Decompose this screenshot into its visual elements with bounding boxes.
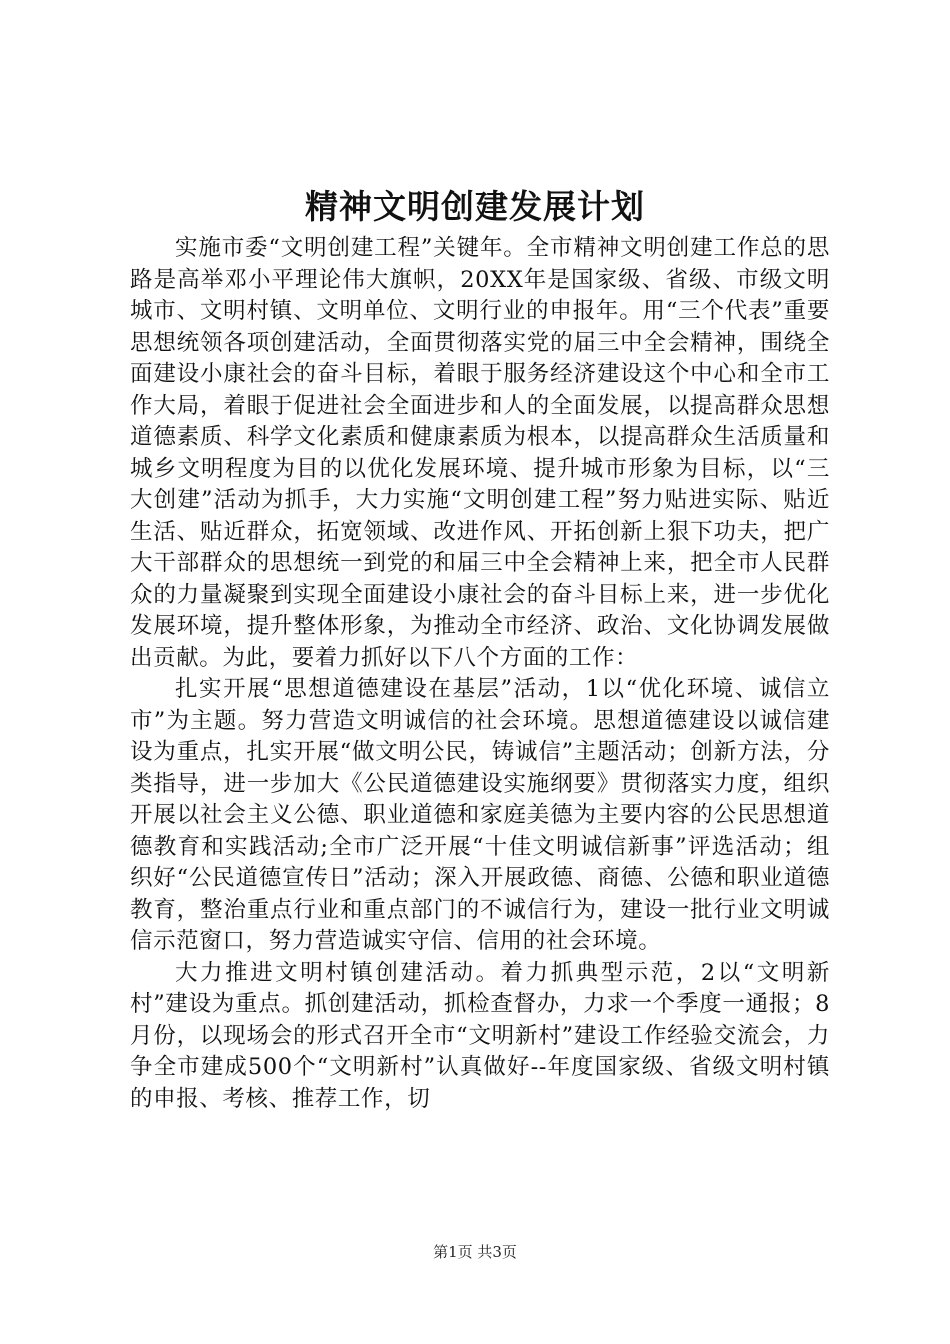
- document-title: 精神文明创建发展计划: [305, 187, 645, 226]
- document-body: [130, 233, 830, 1115]
- paragraph-3: 大力推进文明村镇创建活动。着力抓典型示范，2以“文明新村”建设为重点。抓创建活动，抓检查督办，力求一个季度一通报；8月份，以现场会的形式召开全市“文明新村”建设工作经验交流会，力争全市建成500个“文明新村”认真做好--年度国家级、省级文明村镇的申报、考核、推荐工作，切: [130, 959, 830, 1112]
- page-footer: 第1页 共3页: [433, 1243, 517, 1261]
- paragraph-1: 实施市委“文明创建工程”关键年。全市精神文明创建工作总的思路是高举邓小平理论伟大旗帜，20XX年是国家级、省级、市级文明城市、文明村镇、文明单位、文明行业的申报年。用“三个代表”重要思想统领各项创建活动，全面贯彻落实党的届三中全会精神，围绕全面建设小康社会的奋斗目标，着眼于服务经济建设这个中心和全市工作大局，着眼于促进社会全面进步和人的全面发展，以提高群众思想道德素质、科学文化素质和健康素质为根本，以提高群众生活质量和城乡文明程度为目的以优化发展环境、提升城市形象为目标，以“三大创建”活动为抓手，大力实施“文明创建工程”努力贴进实际、贴近生活、贴近群众，拓宽领域、改进作风、开拓创新上狠下功夫，把广大干部群众的思想统一到党的和届三中全会精神上来，把全市人民群众的力量凝聚到实现全面建设小康社会的奋斗目标上来，进一步优化发展环境，提升整体形象，为推动全市经济、政治、文化协调发展做出贡献。为此，要着力抓好以下八个方面的工作：: [130, 235, 830, 671]
- paragraph-2: 扎实开展“思想道德建设在基层”活动，1以“优化环境、诚信立市”为主题。努力营造文明诚信的社会环境。思想道德建设以诚信建设为重点，扎实开展“做文明公民，铸诚信”主题活动；创新方法，分类指导，进一步加大《公民道德建设实施纲要》贯彻落实力度，组织开展以社会主义公德、职业道德和家庭美德为主要内容的公民思想道德教育和实践活动;全市广泛开展“十佳文明诚信新事”评选活动；组织好“公民道德宣传日”活动；深入开展政德、商德、公德和职业道德教育，整治重点行业和重点部门的不诚信行为，建设一批行业文明诚信示范窗口，努力营造诚实守信、信用的社会环境。: [130, 676, 830, 954]
